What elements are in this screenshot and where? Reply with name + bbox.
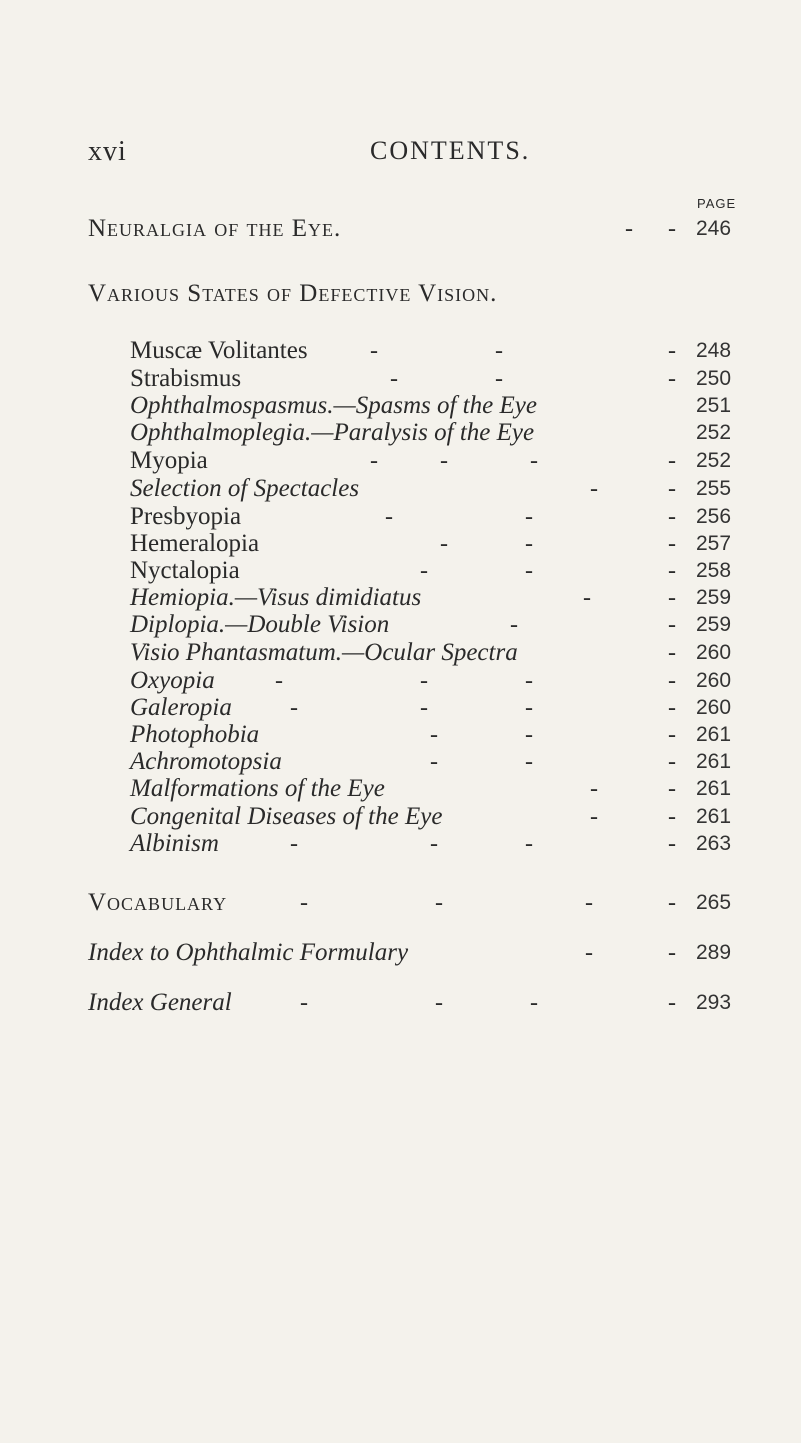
toc-entry-page-number: 261 xyxy=(696,750,732,773)
leader-dash: - xyxy=(668,476,676,502)
leader-dash: - xyxy=(668,366,676,392)
leader-dash: - xyxy=(625,216,633,242)
toc-entry xyxy=(0,585,801,611)
leader-dash: - xyxy=(510,612,518,638)
toc-entry-title: Oxyopia xyxy=(130,667,215,694)
running-title: CONTENTS. xyxy=(370,136,531,165)
toc-entry-page-number: 293 xyxy=(696,991,732,1014)
toc-entry xyxy=(0,448,801,474)
toc-entry-title: Hemeralopia xyxy=(130,530,260,557)
toc-entry-page-number: 255 xyxy=(696,477,732,500)
toc-entry xyxy=(0,366,801,392)
toc-entry-title: Malformations of the Eye xyxy=(130,775,385,802)
toc-entry-title: Albinism xyxy=(130,830,219,857)
leader-dash: - xyxy=(370,448,378,474)
leader-dash: - xyxy=(668,585,676,611)
toc-entry-page-number: 251 xyxy=(696,394,732,417)
toc-entry xyxy=(0,890,801,916)
leader-dash: - xyxy=(668,448,676,474)
leader-dash: - xyxy=(668,776,676,802)
leader-dash: - xyxy=(525,558,533,584)
toc-entry-page-number: 260 xyxy=(696,641,732,664)
leader-dash: - xyxy=(300,990,308,1016)
leader-dash: - xyxy=(525,695,533,721)
toc-entry xyxy=(0,776,801,802)
toc-entry-page-number: 261 xyxy=(696,805,732,828)
toc-entry-page-number: 258 xyxy=(696,559,732,582)
toc-entry-page-number: 260 xyxy=(696,669,732,692)
leader-dash: - xyxy=(668,990,676,1016)
toc-entry-title: Galeropia xyxy=(130,694,232,721)
toc-entry-title: Photophobia xyxy=(130,721,260,748)
leader-dash: - xyxy=(420,695,428,721)
leader-dash: - xyxy=(440,531,448,557)
leader-dash: - xyxy=(583,585,591,611)
toc-entry-page-number: 263 xyxy=(696,832,732,855)
toc-entry-title: Diplopia.—Double Vision xyxy=(130,611,390,638)
leader-dash: - xyxy=(668,749,676,775)
leader-dash: - xyxy=(668,668,676,694)
leader-dash: - xyxy=(668,831,676,857)
toc-entry xyxy=(0,749,801,775)
toc-entry-title: Visio Phantasmatum.—Ocular Spectra xyxy=(130,639,518,666)
leader-dash: - xyxy=(385,504,393,530)
leader-dash: - xyxy=(668,504,676,530)
toc-entry xyxy=(0,216,801,242)
leader-dash: - xyxy=(370,338,378,364)
toc-entry xyxy=(0,558,801,584)
leader-dash: - xyxy=(290,695,298,721)
toc-entry xyxy=(0,640,801,666)
leader-dash: - xyxy=(435,890,443,916)
toc-entry-title: Presbyopia xyxy=(130,503,242,530)
toc-entry-title: Myopia xyxy=(130,447,208,474)
leader-dash: - xyxy=(430,722,438,748)
toc-entry xyxy=(0,722,801,748)
toc-entry xyxy=(0,612,801,638)
page-header xyxy=(88,136,801,176)
leader-dash: - xyxy=(300,890,308,916)
leader-dash: - xyxy=(530,990,538,1016)
toc-entry-page-number: 261 xyxy=(696,777,732,800)
toc-entry-page-number: 260 xyxy=(696,696,732,719)
leader-dash: - xyxy=(525,749,533,775)
toc-entry-page-number: 252 xyxy=(696,421,732,444)
toc-entry-title: Achromotopsia xyxy=(130,748,282,775)
leader-dash: - xyxy=(668,890,676,916)
leader-dash: - xyxy=(390,366,398,392)
toc-entry-title: Muscæ Volitantes xyxy=(130,337,308,364)
leader-dash: - xyxy=(435,990,443,1016)
leader-dash: - xyxy=(525,531,533,557)
leader-dash: - xyxy=(668,940,676,966)
toc-entry-title: Hemiopia.—Visus dimidiatus xyxy=(130,584,422,611)
page-number-roman: xvi xyxy=(88,136,127,167)
toc-entry xyxy=(0,281,801,307)
leader-dash: - xyxy=(590,804,598,830)
toc-entry-page-number: 250 xyxy=(696,367,732,390)
toc-entry xyxy=(0,804,801,830)
leader-dash: - xyxy=(430,831,438,857)
toc-entry-page-number: 252 xyxy=(696,449,732,472)
toc-entry-page-number: 248 xyxy=(696,339,732,362)
leader-dash: - xyxy=(290,831,298,857)
leader-dash: - xyxy=(668,612,676,638)
leader-dash: - xyxy=(668,804,676,830)
toc-entry xyxy=(0,338,801,364)
toc-entry-page-number: 289 xyxy=(696,941,732,964)
toc-entry xyxy=(0,668,801,694)
toc-entry-page-number: 259 xyxy=(696,613,732,636)
toc-entry-page-number: 246 xyxy=(696,217,732,240)
toc-entry-title: Index General xyxy=(88,989,232,1016)
leader-dash: - xyxy=(668,722,676,748)
toc-entry xyxy=(0,420,801,446)
page-column-label: PAGE xyxy=(697,196,737,211)
toc-entry xyxy=(0,695,801,721)
leader-dash: - xyxy=(668,338,676,364)
leader-dash: - xyxy=(668,695,676,721)
toc-entry xyxy=(0,531,801,557)
toc-entry xyxy=(0,476,801,502)
toc-entry-title: Strabismus xyxy=(130,365,242,392)
toc-entry-title: Vocabulary xyxy=(88,889,228,916)
leader-dash: - xyxy=(525,668,533,694)
toc-entry-page-number: 257 xyxy=(696,532,732,555)
leader-dash: - xyxy=(590,476,598,502)
leader-dash: - xyxy=(275,668,283,694)
toc-entry-page-number: 265 xyxy=(696,891,732,914)
toc-entry xyxy=(0,504,801,530)
leader-dash: - xyxy=(525,504,533,530)
leader-dash: - xyxy=(668,558,676,584)
leader-dash: - xyxy=(495,366,503,392)
leader-dash: - xyxy=(440,448,448,474)
toc-entry-page-number: 259 xyxy=(696,586,732,609)
leader-dash: - xyxy=(430,749,438,775)
toc-entry-title: Index to Ophthalmic Formulary xyxy=(88,939,409,966)
leader-dash: - xyxy=(530,448,538,474)
toc-entry-page-number: 256 xyxy=(696,505,732,528)
toc-entry-title: Congenital Diseases of the Eye xyxy=(130,803,443,830)
toc-entry xyxy=(0,393,801,419)
leader-dash: - xyxy=(420,668,428,694)
toc-entry xyxy=(0,831,801,857)
toc-entry-title: Various States of Defective Vision. xyxy=(88,280,498,307)
leader-dash: - xyxy=(525,831,533,857)
toc-entry-title: Ophthalmoplegia.—Paralysis of the Eye xyxy=(130,419,535,446)
leader-dash: - xyxy=(420,558,428,584)
toc-entry-title: Ophthalmospasmus.—Spasms of the Eye xyxy=(130,392,537,419)
leader-dash: - xyxy=(668,216,676,242)
leader-dash: - xyxy=(495,338,503,364)
toc-entry xyxy=(0,990,801,1016)
leader-dash: - xyxy=(585,890,593,916)
leader-dash: - xyxy=(585,940,593,966)
leader-dash: - xyxy=(525,722,533,748)
toc-entry-title: Nyctalopia xyxy=(130,557,240,584)
toc-entry-title: Neuralgia of the Eye. xyxy=(88,215,342,242)
toc-entry xyxy=(0,940,801,966)
leader-dash: - xyxy=(590,776,598,802)
leader-dash: - xyxy=(668,640,676,666)
toc-entry-page-number: 261 xyxy=(696,723,732,746)
leader-dash: - xyxy=(668,531,676,557)
toc-entry-title: Selection of Spectacles xyxy=(130,475,360,502)
